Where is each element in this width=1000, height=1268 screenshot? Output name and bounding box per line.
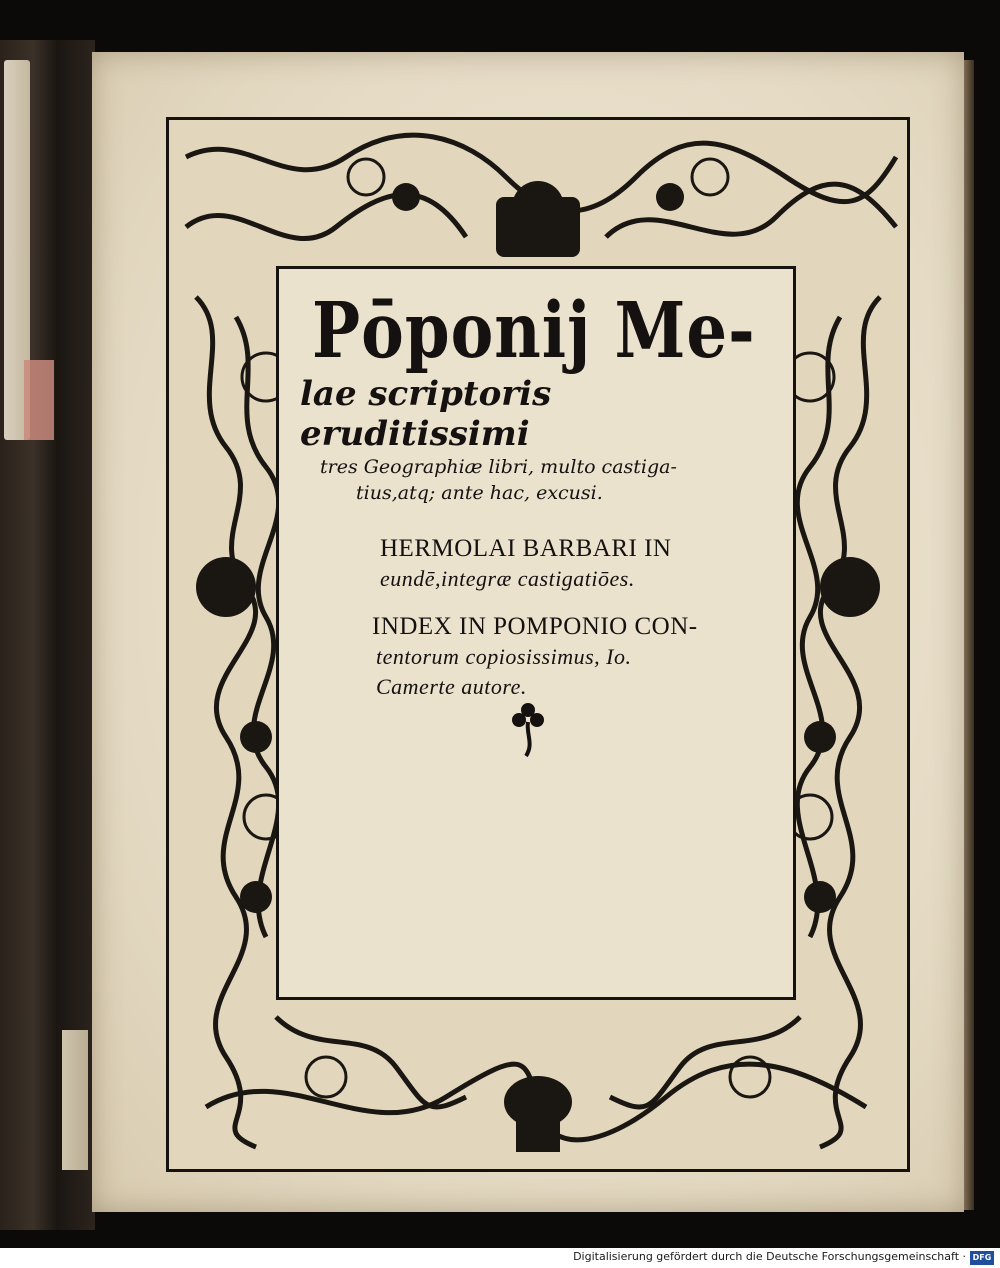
fleuron-leaf-icon	[508, 700, 548, 760]
binding-paper-strip-lower	[62, 1030, 88, 1170]
title-line-1: Pōponij Me-	[312, 286, 756, 377]
title-line-2: lae scriptoris eruditissimi	[300, 374, 552, 454]
index-section	[372, 612, 780, 702]
hermolai-line-2: eundē,integræ castigatiōes.	[380, 566, 635, 591]
dfg-logo: DFG	[970, 1251, 994, 1265]
title-block	[300, 286, 780, 702]
index-line-3: Camerte autore.	[376, 674, 527, 699]
hermolai-section	[380, 534, 780, 594]
index-line-1: INDEX IN POMPONIO CON-	[372, 613, 698, 640]
title-line-4: tius,atq; ante hac, excusi.	[356, 482, 603, 504]
index-line-2: tentorum copiosissimus, Io.	[376, 644, 632, 669]
binding-label	[24, 360, 54, 440]
footer-credit: Digitalisierung gefördert durch die Deutsche Forschungsgemeinschaft ·	[573, 1250, 966, 1263]
hermolai-line-1: HERMOLAI BARBARI IN	[380, 535, 672, 562]
title-line-3: tres Geographiæ libri, multo castiga-	[320, 456, 677, 478]
